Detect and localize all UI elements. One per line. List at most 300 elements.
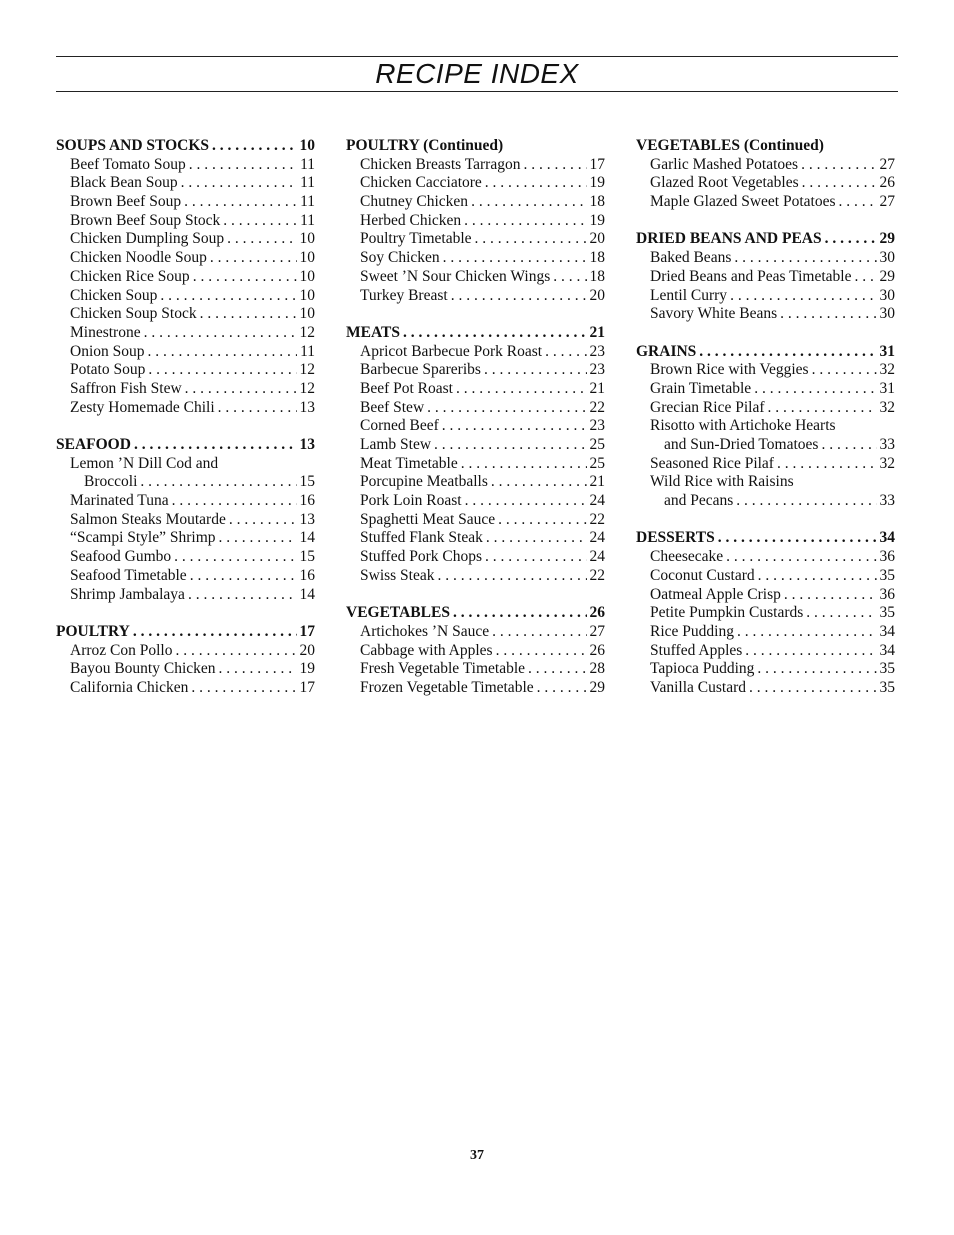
- section-heading-label: POULTRY (Continued): [346, 137, 504, 154]
- index-entry-label: Sweet ’N Sour Chicken Wings: [360, 267, 551, 285]
- index-entry-label: Brown Beef Soup Stock: [70, 211, 221, 229]
- index-entry-label: Garlic Mashed Potatoes: [650, 155, 799, 173]
- index-entry-page: 34: [879, 622, 895, 640]
- index-section: [636, 343, 895, 511]
- index-entry-label: Chicken Noodle Soup: [70, 249, 207, 267]
- index-entry: [636, 417, 895, 436]
- dot-leader: [758, 567, 877, 586]
- index-entry-label: Herbed Chicken: [360, 211, 462, 229]
- index-section: [56, 623, 315, 698]
- index-entry: [56, 174, 315, 193]
- index-entry: [346, 436, 605, 455]
- index-entry-label: Meat Timetable: [360, 454, 458, 472]
- index-entry: [56, 548, 315, 567]
- index-entry-label: Beef Pot Roast: [360, 379, 453, 397]
- index-entry-page: 10: [299, 249, 315, 267]
- index-entry: [636, 473, 895, 492]
- index-entry-label: Glazed Root Vegetables: [650, 174, 799, 192]
- index-entry-label: Onion Soup: [70, 342, 145, 360]
- index-entry-page: 15: [299, 548, 315, 566]
- index-entry: [56, 586, 315, 605]
- section-heading: [636, 137, 895, 156]
- section-heading-label: VEGETABLES: [346, 604, 450, 622]
- dot-leader: [780, 305, 876, 324]
- index-entry: [346, 660, 605, 679]
- dot-leader: [545, 343, 586, 362]
- index-entry: [56, 455, 315, 474]
- index-column-2: [346, 137, 605, 716]
- index-entry-label: Chicken Soup Stock: [70, 305, 197, 323]
- dot-leader: [193, 268, 297, 287]
- index-entry-label: Poultry Timetable: [360, 230, 472, 248]
- index-entry: [346, 399, 605, 418]
- index-entry: [346, 529, 605, 548]
- section-heading-label: MEATS: [346, 323, 400, 341]
- index-entry: [346, 548, 605, 567]
- index-entry-page: 31: [879, 379, 895, 397]
- index-entry: [346, 249, 605, 268]
- dot-leader: [223, 212, 297, 231]
- index-column-1: [56, 137, 315, 716]
- index-entry-page: 23: [589, 361, 605, 379]
- dot-leader: [754, 380, 876, 399]
- index-entry-label: Seafood Timetable: [70, 566, 187, 584]
- index-entry-label: Turkey Breast: [360, 286, 448, 304]
- section-heading-label: DRIED BEANS AND PEAS: [636, 230, 822, 248]
- index-entry-page: 36: [879, 585, 895, 603]
- index-entry-label: Grecian Rice Pilaf: [650, 398, 765, 416]
- index-entry-label: Pork Loin Roast: [360, 492, 462, 510]
- index-entry-label: Barbecue Spareribs: [360, 361, 481, 379]
- dot-leader: [438, 567, 587, 586]
- index-entry-label: Black Bean Soup: [70, 174, 178, 192]
- index-entry-page: 17: [589, 155, 605, 173]
- index-entry-page: 22: [589, 398, 605, 416]
- index-entry: [346, 193, 605, 212]
- index-entry-label: Tapioca Pudding: [650, 660, 755, 678]
- index-entry: [56, 679, 315, 698]
- index-entry-label: Baked Beans: [650, 249, 732, 267]
- index-section: [636, 529, 895, 697]
- index-entry-label: Seafood Gumbo: [70, 548, 172, 566]
- section-heading-page: 17: [299, 622, 315, 640]
- index-entry: [636, 287, 895, 306]
- index-entry-page: 16: [299, 492, 315, 510]
- index-entry-page: 10: [299, 286, 315, 304]
- section-heading-page: 26: [589, 604, 605, 622]
- index-entry-continued: [636, 492, 895, 511]
- dot-leader: [451, 287, 587, 306]
- dot-leader: [745, 642, 876, 661]
- index-entry-label: Potato Soup: [70, 361, 146, 379]
- index-entry: [56, 529, 315, 548]
- dot-leader: [839, 193, 877, 212]
- index-entry: [636, 604, 895, 623]
- dot-leader: [144, 324, 297, 343]
- dot-leader: [160, 287, 296, 306]
- index-entry: [56, 212, 315, 231]
- dot-leader: [174, 548, 296, 567]
- index-entry-page: 24: [589, 548, 605, 566]
- section-heading: [346, 324, 605, 343]
- index-entry-label: Brown Rice with Veggies: [650, 361, 809, 379]
- index-entry-label: Cheesecake: [650, 548, 724, 566]
- index-entry: [346, 343, 605, 362]
- dot-leader: [133, 623, 297, 642]
- index-entry: [56, 343, 315, 362]
- index-entry: [346, 361, 605, 380]
- index-entry: [636, 455, 895, 474]
- index-section: [56, 137, 315, 417]
- dot-leader: [172, 492, 297, 511]
- dot-leader: [189, 156, 297, 175]
- section-heading: [56, 436, 315, 455]
- index-entry-label: Soy Chicken: [360, 249, 440, 267]
- dot-leader: [456, 380, 587, 399]
- index-entry-continued-page: 15: [299, 473, 315, 491]
- section-heading-label: GRAINS: [636, 342, 697, 360]
- index-section: [636, 137, 895, 212]
- index-entry-page: 14: [299, 585, 315, 603]
- index-entry: [636, 193, 895, 212]
- dot-leader: [185, 380, 297, 399]
- dot-leader: [801, 156, 876, 175]
- index-entry: [636, 361, 895, 380]
- index-entry: [56, 193, 315, 212]
- index-entry: [636, 249, 895, 268]
- index-entry-continued-page: 33: [879, 436, 895, 453]
- index-entry-label: Petite Pumpkin Custards: [650, 604, 804, 622]
- dot-leader: [496, 642, 587, 661]
- dot-leader: [212, 137, 296, 156]
- index-entry-page: 11: [300, 155, 315, 173]
- index-entry-label: Oatmeal Apple Crisp: [650, 585, 781, 603]
- dot-leader: [442, 417, 587, 436]
- index-entry: [636, 679, 895, 698]
- index-entry: [346, 212, 605, 231]
- dot-leader: [471, 193, 586, 212]
- dot-leader: [806, 604, 876, 623]
- index-entry: [636, 586, 895, 605]
- dot-leader: [140, 473, 296, 492]
- index-entry: [346, 679, 605, 698]
- dot-leader: [777, 455, 877, 474]
- index-entry-page: 11: [300, 193, 315, 211]
- index-entry-label: Cabbage with Apples: [360, 641, 493, 659]
- dot-leader: [537, 679, 587, 698]
- dot-leader: [812, 361, 877, 380]
- index-entry-page: 26: [879, 174, 895, 192]
- index-entry-label: Beef Tomato Soup: [70, 155, 186, 173]
- dot-leader: [427, 399, 586, 418]
- dot-leader: [465, 492, 587, 511]
- index-entry-label: Grain Timetable: [650, 379, 752, 397]
- dot-leader: [229, 511, 297, 530]
- dot-leader: [854, 268, 876, 287]
- dot-leader: [492, 623, 586, 642]
- index-entry: [636, 380, 895, 399]
- index-entry-page: 19: [589, 174, 605, 192]
- index-entry-page: 32: [879, 398, 895, 416]
- index-section: [56, 436, 315, 604]
- index-entry-label: Seasoned Rice Pilaf: [650, 454, 774, 472]
- section-heading-page: 29: [879, 230, 895, 248]
- section-heading-label: POULTRY: [56, 622, 130, 640]
- index-entry-label: Zesty Homemade Chili: [70, 398, 215, 416]
- index-entry-page: 20: [589, 230, 605, 248]
- index-entry: [56, 642, 315, 661]
- dot-leader: [736, 492, 876, 511]
- index-entry-label: Spaghetti Meat Sauce: [360, 510, 496, 528]
- index-entry-label: Swiss Steak: [360, 566, 435, 584]
- index-entry: [346, 287, 605, 306]
- index-entry-page: 13: [299, 398, 315, 416]
- index-entry-page: 20: [589, 286, 605, 304]
- section-heading: [56, 137, 315, 156]
- dot-leader: [148, 361, 296, 380]
- index-entry: [636, 642, 895, 661]
- dot-leader: [553, 268, 586, 287]
- index-entry-label: Artichokes ’N Sauce: [360, 622, 490, 640]
- index-entry-page: 23: [589, 417, 605, 435]
- dot-leader: [461, 455, 587, 474]
- index-entry-label: Stuffed Pork Chops: [360, 548, 483, 566]
- index-entry-page: 32: [879, 454, 895, 472]
- dot-leader: [443, 249, 587, 268]
- index-entry-continued-page: 33: [879, 492, 895, 510]
- index-entry-page: 19: [299, 660, 315, 678]
- dot-leader: [485, 174, 587, 193]
- index-entry-label: Saffron Fish Stew: [70, 379, 182, 397]
- index-entry: [56, 361, 315, 380]
- index-entry-page: 20: [299, 641, 315, 659]
- dot-leader: [726, 548, 876, 567]
- index-entry: [56, 156, 315, 175]
- section-heading-label: VEGETABLES (Continued): [636, 137, 824, 154]
- index-entry-page: 23: [589, 342, 605, 360]
- index-entry-page: 27: [879, 193, 895, 211]
- index-section: [636, 230, 895, 323]
- index-section: [346, 324, 605, 586]
- index-entry-page: 28: [589, 660, 605, 678]
- index-entry-label: Lentil Curry: [650, 286, 728, 304]
- index-entry-page: 35: [879, 660, 895, 678]
- index-entry: [636, 268, 895, 287]
- index-entry-label: Arroz Con Pollo: [70, 641, 173, 659]
- index-entry-page: 10: [299, 230, 315, 248]
- dot-leader: [699, 343, 876, 362]
- index-entry: [636, 174, 895, 193]
- index-entry: [346, 473, 605, 492]
- dot-leader: [523, 156, 586, 175]
- dot-leader: [188, 586, 297, 605]
- index-entry-label: Beef Stew: [360, 398, 425, 416]
- section-heading-label: SEAFOOD: [56, 436, 131, 453]
- dot-leader: [734, 249, 876, 268]
- index-entry-label: Minestrone: [70, 323, 141, 341]
- index-entry-label: Chicken Breasts Tarragon: [360, 155, 521, 173]
- index-entry: [346, 567, 605, 586]
- section-heading-label: SOUPS AND STOCKS: [56, 137, 210, 154]
- index-entry-page: 26: [589, 641, 605, 659]
- dot-leader: [486, 529, 587, 548]
- index-entry: [56, 249, 315, 268]
- index-entry: [346, 455, 605, 474]
- index-entry-label: Coconut Custard: [650, 566, 755, 584]
- index-entry: [56, 305, 315, 324]
- section-heading: [636, 230, 895, 249]
- index-entry-continued-label: and Pecans: [664, 492, 734, 510]
- index-entry-label: Frozen Vegetable Timetable: [360, 678, 534, 696]
- index-entry-page: 22: [589, 566, 605, 584]
- index-entry: [56, 268, 315, 287]
- index-entry-page: 25: [589, 454, 605, 472]
- index-entry-page: 21: [589, 379, 605, 397]
- index-entry: [346, 174, 605, 193]
- index-entry-page: 12: [299, 379, 315, 397]
- index-entry: [636, 623, 895, 642]
- index-entry: [636, 156, 895, 175]
- dot-leader: [757, 660, 876, 679]
- bottom-rule: [56, 91, 898, 92]
- index-entry-label: Rice Pudding: [650, 622, 734, 640]
- index-entry-label: Stuffed Flank Steak: [360, 529, 483, 547]
- index-entry-label: Chutney Chicken: [360, 193, 469, 211]
- dot-leader: [175, 642, 296, 661]
- dot-leader: [737, 623, 877, 642]
- index-entry-label: Vanilla Custard: [650, 678, 746, 696]
- index-entry-label: Stuffed Apples: [650, 641, 743, 659]
- dot-leader: [475, 230, 587, 249]
- section-heading: [636, 529, 895, 548]
- index-entry-page: 16: [299, 566, 315, 584]
- index-entry-page: 24: [589, 492, 605, 510]
- index-entry-page: 35: [879, 678, 895, 696]
- index-entry-page: 25: [589, 436, 605, 453]
- index-entry-label: Fresh Vegetable Timetable: [360, 660, 526, 678]
- index-entry: [346, 156, 605, 175]
- dot-leader: [403, 324, 587, 343]
- index-entry-page: 12: [299, 323, 315, 341]
- index-entry-page: 18: [589, 193, 605, 211]
- dot-leader: [730, 287, 876, 306]
- dot-leader: [434, 436, 586, 455]
- index-entry: [636, 548, 895, 567]
- index-entry-page: 13: [299, 510, 315, 528]
- index-entry-page: 30: [879, 305, 895, 323]
- index-entry: [56, 567, 315, 586]
- index-entry-label: “Scampi Style” Shrimp: [70, 529, 216, 547]
- index-entry: [56, 230, 315, 249]
- index-entry: [346, 380, 605, 399]
- index-entry-label: Corned Beef: [360, 417, 439, 435]
- dot-leader: [485, 548, 586, 567]
- index-entry-page: 21: [589, 473, 605, 491]
- index-entry-page: 18: [589, 249, 605, 267]
- index-entry-label: Chicken Rice Soup: [70, 267, 190, 285]
- dot-leader: [190, 567, 297, 586]
- dot-leader: [825, 230, 877, 249]
- dot-leader: [200, 305, 297, 324]
- dot-leader: [210, 249, 297, 268]
- index-entry-page: 14: [299, 529, 315, 547]
- dot-leader: [498, 511, 586, 530]
- index-entry-page: 12: [299, 361, 315, 379]
- index-entry: [346, 511, 605, 530]
- index-entry-label: Porcupine Meatballs: [360, 473, 488, 491]
- index-entry-continued-label: Broccoli: [84, 473, 138, 491]
- index-entry: [56, 380, 315, 399]
- section-heading-page: 34: [879, 529, 895, 547]
- index-entry-page: 19: [589, 211, 605, 229]
- index-entry-page: 11: [300, 342, 315, 360]
- index-entry-label: Chicken Dumpling Soup: [70, 230, 225, 248]
- index-entry-page: 29: [879, 267, 895, 285]
- index-section: [346, 137, 605, 305]
- index-entry-label: Shrimp Jambalaya: [70, 585, 185, 603]
- index-entry-page: 35: [879, 604, 895, 622]
- index-entry-label: Lamb Stew: [360, 436, 432, 453]
- index-entry-page: 35: [879, 566, 895, 584]
- index-entry-page: 36: [879, 548, 895, 566]
- index-entry-label: Brown Beef Soup: [70, 193, 182, 211]
- section-heading-label: DESSERTS: [636, 529, 715, 547]
- dot-leader: [134, 436, 297, 455]
- index-entry-page: 27: [589, 622, 605, 640]
- dot-leader: [784, 586, 877, 605]
- dot-leader: [184, 193, 297, 212]
- index-entry-label: Dried Beans and Peas Timetable: [650, 267, 852, 285]
- index-entry: [636, 399, 895, 418]
- index-entry-label: Chicken Soup: [70, 286, 158, 304]
- dot-leader: [484, 361, 587, 380]
- index-entry: [346, 642, 605, 661]
- dot-leader: [227, 230, 296, 249]
- index-entry: [346, 417, 605, 436]
- index-entry: [56, 399, 315, 418]
- index-entry-label: Apricot Barbecue Pork Roast: [360, 342, 543, 360]
- index-entry-page: 11: [300, 211, 315, 229]
- index-entry-page: 10: [299, 267, 315, 285]
- index-entry: [56, 492, 315, 511]
- dot-leader: [181, 174, 297, 193]
- index-entry-page: 30: [879, 286, 895, 304]
- index-entry-page: 30: [879, 249, 895, 267]
- index-entry-label: Chicken Cacciatore: [360, 174, 482, 192]
- index-entry-label: Bayou Bounty Chicken: [70, 660, 216, 678]
- index-entry: [636, 305, 895, 324]
- index-entry-page: 17: [299, 678, 315, 696]
- index-entry: [56, 324, 315, 343]
- index-entry-page: 11: [300, 174, 315, 192]
- section-heading: [56, 623, 315, 642]
- index-entry-page: 18: [589, 267, 605, 285]
- index-entry: [56, 511, 315, 530]
- index-entry-label: Lemon ’N Dill Cod and: [70, 454, 219, 472]
- index-entry: [346, 230, 605, 249]
- dot-leader: [148, 343, 298, 362]
- section-heading: [346, 604, 605, 623]
- index-entry-page: 32: [879, 361, 895, 379]
- index-entry-label: California Chicken: [70, 678, 189, 696]
- index-entry-page: 24: [589, 529, 605, 547]
- index-entry-page: 34: [879, 641, 895, 659]
- index-entry-continued-label: and Sun-Dried Tomatoes: [664, 436, 819, 453]
- dot-leader: [802, 174, 877, 193]
- index-entry: [346, 268, 605, 287]
- index-entry-page: 27: [879, 155, 895, 173]
- dot-leader: [491, 473, 587, 492]
